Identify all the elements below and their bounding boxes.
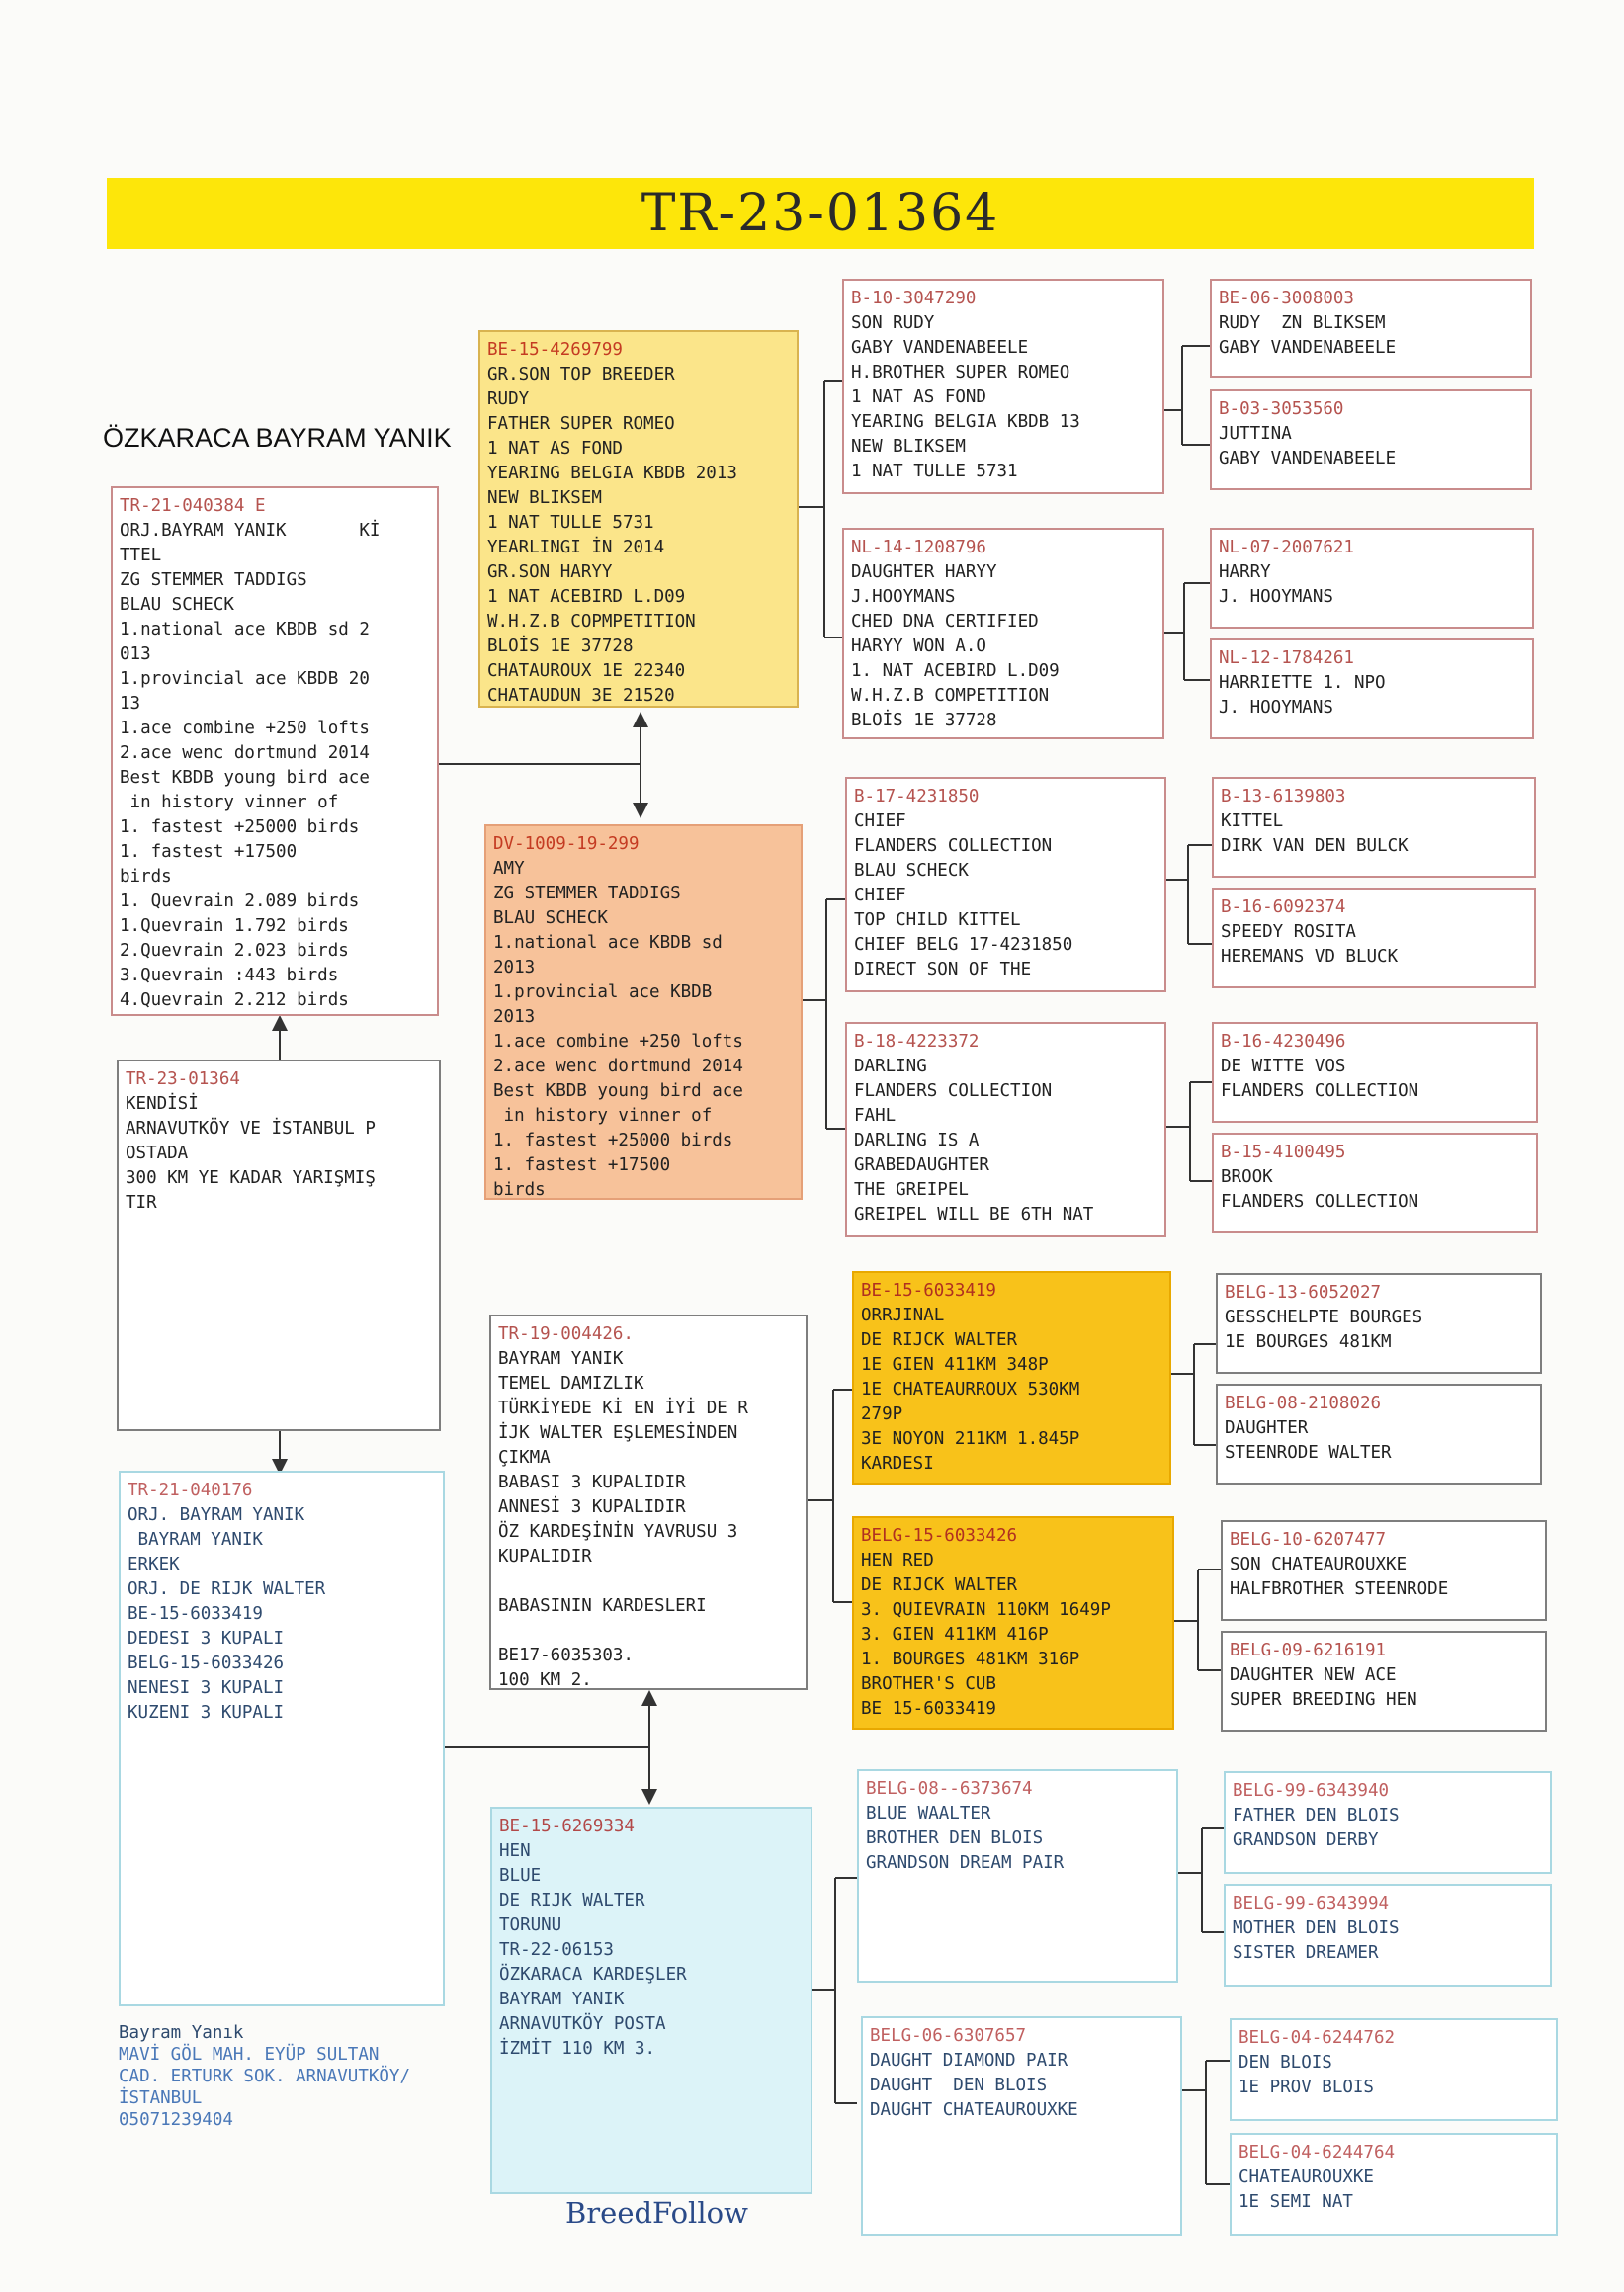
pedigree-line: FLANDERS COLLECTION: [1221, 1081, 1419, 1101]
ring-number: BELG-09-6216191: [1230, 1641, 1387, 1660]
pedigree-line: GABY VANDENABEELE: [1219, 449, 1397, 468]
pedigree-line: 1.ace combine +250 lofts: [493, 1032, 743, 1052]
pedigree-line: JUTTINA: [1219, 424, 1292, 444]
pedigree-line: 2013: [493, 958, 536, 977]
granddam-card-2: [845, 1022, 1166, 1237]
pedigree-line: J.HOOYMANS: [851, 587, 956, 607]
ring-number: TR-21-040384 E: [120, 496, 266, 516]
pedigree-line: MOTHER DEN BLOIS: [1233, 1918, 1400, 1938]
phone-number: 05071239404: [119, 2110, 233, 2130]
pedigree-line: DAUGHTER NEW ACE: [1230, 1665, 1397, 1685]
pedigree-line: SUPER BREEDING HEN: [1230, 1690, 1417, 1710]
pedigree-line: 1.ace combine +250 lofts: [120, 719, 370, 738]
ring-number: B-16-4230496: [1221, 1032, 1346, 1052]
great-grandparent-card-16: [1230, 2133, 1558, 2236]
pedigree-line: 1 NAT TULLE 5731: [487, 513, 654, 533]
brand-logo-text: BreedFollow: [565, 2196, 748, 2230]
pedigree-line: 1. fastest +17500: [493, 1155, 671, 1175]
pedigree-line: BE17-6035303.: [498, 1646, 634, 1665]
ring-number: BELG-08--6373674: [866, 1779, 1033, 1799]
pedigree-line: CHATEAUROUXKE: [1239, 2167, 1374, 2187]
pedigree-line: AMY: [493, 859, 525, 879]
pedigree-line: DE WITTE VOS: [1221, 1057, 1346, 1076]
granddam-card-3: [852, 1516, 1174, 1730]
great-grandparent-card-13: [1224, 1771, 1552, 1874]
pedigree-line: BLOİS 1E 37728: [487, 637, 634, 656]
maternal-sire-card: [489, 1315, 808, 1690]
pedigree-line: CHIEF: [854, 811, 906, 831]
ring-number: BELG-08-2108026: [1225, 1394, 1382, 1413]
pedigree-line: Best KBDB young bird ace: [120, 768, 370, 788]
pedigree-line: DARLING: [854, 1057, 927, 1076]
pedigree-line: ARNAVUTKÖY POSTA: [499, 2014, 666, 2034]
grandsire-card-2: [845, 777, 1166, 992]
pedigree-line: CHIEF: [854, 886, 906, 905]
pedigree-line: 1. BOURGES 481KM 316P: [861, 1650, 1080, 1669]
pedigree-line: ERKEK: [128, 1555, 180, 1574]
pedigree-line: KARDESI: [861, 1454, 934, 1474]
pedigree-line: GREIPEL WILL BE 6TH NAT: [854, 1205, 1094, 1225]
pedigree-line: W.H.Z.B COPMPETITION: [487, 612, 696, 632]
pedigree-line: DEDESI 3 KUPALI: [128, 1629, 285, 1649]
pedigree-line: İJK WALTER EŞLEMESİNDEN: [498, 1423, 738, 1443]
pedigree-line: BAYRAM YANIK: [498, 1349, 624, 1369]
pedigree-line: SISTER DREAMER: [1233, 1943, 1379, 1963]
ring-number: DV-1009-19-299: [493, 834, 640, 854]
pedigree-line: ZG STEMMER TADDIGS: [120, 570, 307, 590]
pedigree-line: 1 NAT AS FOND: [487, 439, 623, 459]
pedigree-line: 300 KM YE KADAR YARIŞMIŞ: [126, 1168, 376, 1188]
pedigree-line: KUPALIDIR: [498, 1547, 592, 1567]
grandsire-card-4: [857, 1769, 1178, 1983]
ring-number: BE-06-3008003: [1219, 289, 1354, 308]
pedigree-line: TTEL: [120, 546, 162, 565]
ring-number: BE-15-6269334: [499, 1817, 635, 1836]
pedigree-line: DE RIJCK WALTER: [861, 1575, 1018, 1595]
bird-mother-card: [119, 1471, 445, 2006]
pedigree-line: STEENRODE WALTER: [1225, 1443, 1392, 1463]
pedigree-line: 279P: [861, 1404, 903, 1424]
pedigree-line: [498, 1619, 799, 1644]
pedigree-line: TÜRKİYEDE Kİ EN İYİ DE R: [498, 1399, 748, 1418]
pedigree-line: BLOİS 1E 37728: [851, 711, 997, 730]
pedigree-line: FATHER SUPER ROMEO: [487, 414, 675, 434]
ring-number: B-15-4100495: [1221, 1143, 1346, 1162]
pedigree-line: ORJ. BAYRAM YANIK: [128, 1505, 305, 1525]
pedigree-line: TORUNU: [499, 1915, 562, 1935]
pedigree-line: BROOK: [1221, 1167, 1273, 1187]
pedigree-line: 3. QUIEVRAIN 110KM 1649P: [861, 1600, 1111, 1620]
ring-number: TR-23-01364: [126, 1069, 240, 1089]
pedigree-line: 1.Quevrain 1.792 birds: [120, 916, 349, 936]
pedigree-line: KENDİSİ: [126, 1094, 199, 1114]
pedigree-line: 1 NAT TULLE 5731: [851, 462, 1018, 481]
pedigree-line: 1E PROV BLOIS: [1239, 2078, 1374, 2097]
ring-number: BELG-10-6207477: [1230, 1530, 1387, 1550]
pedigree-line: 1. Quevrain 2.089 birds: [120, 891, 360, 911]
pedigree-line: RUDY ZN BLIKSEM: [1219, 313, 1386, 333]
pedigree-line: THE GREIPEL: [854, 1180, 969, 1200]
pedigree-line: TOP CHILD KITTEL: [854, 910, 1021, 930]
pedigree-line: birds: [493, 1180, 546, 1200]
pedigree-line: GR.SON HARYY: [487, 562, 613, 582]
pedigree-line: H.BROTHER SUPER ROMEO: [851, 363, 1070, 382]
pedigree-line: BLAU SCHECK: [854, 861, 969, 881]
page-title: TR-23-01364: [641, 184, 1000, 243]
pedigree-line: [498, 1570, 799, 1594]
ring-number: B-16-6092374: [1221, 897, 1346, 917]
pedigree-line: FLANDERS COLLECTION: [1221, 1192, 1419, 1212]
pedigree-line: DAUGHTER HARYY: [851, 562, 997, 582]
pedigree-line: BROTHER DEN BLOIS: [866, 1828, 1044, 1848]
pedigree-line: DIRK VAN DEN BULCK: [1221, 836, 1409, 856]
great-grandparent-card-1: [1210, 279, 1532, 378]
ring-number: BELG-99-6343994: [1233, 1894, 1390, 1913]
pedigree-line: 1 NAT ACEBIRD L.D09: [487, 587, 686, 607]
pedigree-line: BE-15-6033419: [128, 1604, 263, 1624]
great-grandparent-card-7: [1212, 1022, 1538, 1123]
pedigree-line: NEW BLIKSEM: [487, 488, 602, 508]
pedigree-line: CHIEF BELG 17-4231850: [854, 935, 1073, 955]
pedigree-line: DE RIJCK WALTER: [861, 1330, 1018, 1350]
pedigree-line: TEMEL DAMIZLIK: [498, 1374, 644, 1394]
pedigree-line: BE 15-6033419: [861, 1699, 996, 1719]
pedigree-line: SON CHATEAUROUXKE: [1230, 1555, 1408, 1574]
pedigree-line: 1 NAT AS FOND: [851, 387, 986, 407]
pedigree-line: BAYRAM YANIK: [128, 1530, 263, 1550]
ring-number: B-03-3053560: [1219, 399, 1344, 419]
pedigree-line: BROTHER'S CUB: [861, 1674, 996, 1694]
pedigree-line: HARYY WON A.O: [851, 637, 986, 656]
ring-number: NL-12-1784261: [1219, 648, 1354, 668]
pedigree-line: 3E NOYON 211KM 1.845P: [861, 1429, 1080, 1449]
pedigree-line: ORRJINAL: [861, 1306, 945, 1325]
pedigree-line: BELG-15-6033426: [128, 1654, 285, 1673]
breeder-name: ÖZKARACA BAYRAM YANIK: [103, 423, 452, 453]
pedigree-line: CHATAUROUX 1E 22340: [487, 661, 686, 681]
pedigree-line: GESSCHELPTE BOURGES: [1225, 1308, 1423, 1327]
ring-number: TR-21-040176: [128, 1481, 253, 1500]
great-grandparent-card-8: [1212, 1133, 1538, 1233]
pedigree-line: 1.provincial ace KBDB 20: [120, 669, 370, 689]
pedigree-line: 1.national ace KBDB sd 2: [120, 620, 370, 639]
pedigree-line: 1.provincial ace KBDB: [493, 982, 713, 1002]
ring-number: BE-15-4269799: [487, 340, 623, 360]
ring-number: BELG-04-6244764: [1239, 2143, 1396, 2163]
pedigree-line: ÖZ KARDEŞİNİN YAVRUSU 3: [498, 1522, 738, 1542]
ring-number: B-17-4231850: [854, 787, 980, 806]
pedigree-line: GABY VANDENABEELE: [851, 338, 1029, 358]
pedigree-line: birds: [120, 867, 172, 887]
great-grandparent-card-9: [1216, 1273, 1542, 1374]
pedigree-line: HEN: [499, 1841, 531, 1861]
pedigree-line: CHED DNA CERTIFIED: [851, 612, 1039, 632]
pedigree-line: HARRIETTE 1. NPO: [1219, 673, 1386, 693]
pedigree-line: GRABEDAUGHTER: [854, 1155, 989, 1175]
pedigree-line: ARNAVUTKÖY VE İSTANBUL P: [126, 1119, 376, 1139]
great-grandparent-card-4: [1210, 638, 1534, 739]
granddam-card-4: [861, 2016, 1182, 2236]
pedigree-line: BLAU SCHECK: [493, 908, 608, 928]
ring-number: BELG-99-6343940: [1233, 1781, 1390, 1801]
granddam-card-1: [842, 528, 1164, 739]
pedigree-line: HEREMANS VD BLUCK: [1221, 947, 1399, 967]
ring-number: B-18-4223372: [854, 1032, 980, 1052]
pedigree-line: in history vinner of: [493, 1106, 713, 1126]
pedigree-line: 1E BOURGES 481KM: [1225, 1332, 1392, 1352]
pedigree-line: GR.SON TOP BREEDER: [487, 365, 675, 384]
pedigree-line: 2013: [493, 1007, 536, 1027]
pedigree-line: 3. GIEN 411KM 416P: [861, 1625, 1049, 1645]
pedigree-line: İZMİT 110 KM 3.: [499, 2039, 656, 2059]
pedigree-line: BAYRAM YANIK: [499, 1990, 625, 2009]
pedigree-line: DIRECT SON OF THE: [854, 960, 1032, 979]
pedigree-line: DE RIJK WALTER: [499, 1891, 645, 1910]
pedigree-line: HEN RED: [861, 1551, 934, 1570]
ring-number: B-13-6139803: [1221, 787, 1346, 806]
address-line: MAVİ GÖL MAH. EYÜP SULTAN: [119, 2045, 380, 2065]
pedigree-line: NEW BLIKSEM: [851, 437, 966, 457]
pedigree-line: YEARING BELGIA KBDB 13: [851, 412, 1080, 432]
ring-number: TR-19-004426.: [498, 1324, 634, 1344]
maternal-dam-card: [490, 1807, 812, 2194]
owner-name: Bayram Yanık: [119, 2023, 244, 2043]
pedigree-line: 013: [120, 644, 151, 664]
pedigree-line: DAUGHT DEN BLOIS: [870, 2076, 1048, 2095]
pedigree-line: SON RUDY: [851, 313, 935, 333]
pedigree-line: GABY VANDENABEELE: [1219, 338, 1397, 358]
pedigree-line: 1E GIEN 411KM 348P: [861, 1355, 1049, 1375]
pedigree-line: Best KBDB young bird ace: [493, 1081, 743, 1101]
pedigree-line: 2.Quevrain 2.023 birds: [120, 941, 349, 961]
pedigree-line: 100 KM 2.: [498, 1670, 592, 1690]
pedigree-line: J. HOOYMANS: [1219, 698, 1333, 718]
pedigree-line: CHATAUDUN 3E 21520: [487, 686, 675, 706]
pedigree-line: ÇIKMA: [498, 1448, 551, 1468]
great-grandparent-card-11: [1221, 1520, 1547, 1621]
owner-address: [119, 2022, 410, 2131]
pedigree-line: TR-22-06153: [499, 1940, 614, 1960]
pedigree-line: HARRY: [1219, 562, 1271, 582]
pedigree-line: FLANDERS COLLECTION: [854, 1081, 1053, 1101]
ring-number: NL-14-1208796: [851, 538, 986, 557]
ring-number: BELG-15-6033426: [861, 1526, 1018, 1546]
pedigree-line: DAUGHT CHATEAUROUXKE: [870, 2100, 1078, 2120]
pedigree-line: 2.ace wenc dortmund 2014: [120, 743, 370, 763]
pedigree-line: DAUGHT DIAMOND PAIR: [870, 2051, 1068, 2071]
pedigree-line: ZG STEMMER TADDIGS: [493, 884, 681, 903]
pedigree-line: BLUE WAALTER: [866, 1804, 991, 1824]
address-line: İSTANBUL: [119, 2088, 203, 2108]
pedigree-line: in history vinner of: [120, 793, 339, 812]
great-grandparent-card-3: [1210, 528, 1534, 629]
ring-number: BELG-06-6307657: [870, 2026, 1027, 2046]
great-grandparent-card-5: [1212, 777, 1536, 878]
pedigree-line: BLUE: [499, 1866, 542, 1886]
pedigree-line: 1. fastest +25000 birds: [493, 1131, 733, 1150]
ring-number: BE-15-6033419: [861, 1281, 996, 1301]
pedigree-line: 2.ace wenc dortmund 2014: [493, 1057, 743, 1076]
pedigree-line: GRANDSON DERBY: [1233, 1830, 1379, 1850]
pedigree-line: FLANDERS COLLECTION: [854, 836, 1053, 856]
pedigree-line: 1.national ace KBDB sd: [493, 933, 723, 953]
pedigree-line: ÖZKARACA KARDEŞLER: [499, 1965, 687, 1985]
pedigree-line: 1. fastest +25000 birds: [120, 817, 360, 837]
ring-number: BELG-04-6244762: [1239, 2028, 1396, 2048]
pedigree-line: GRANDSON DREAM PAIR: [866, 1853, 1065, 1873]
ring-number: NL-07-2007621: [1219, 538, 1354, 557]
sire-card: [478, 330, 799, 708]
pedigree-line: FAHL: [854, 1106, 897, 1126]
pedigree-line: YEARING BELGIA KBDB 2013: [487, 464, 737, 483]
pedigree-line: DAUGHTER: [1225, 1418, 1309, 1438]
pedigree-line: YEARLINGI İN 2014: [487, 538, 665, 557]
great-grandparent-card-14: [1224, 1884, 1552, 1987]
pedigree-line: 1. NAT ACEBIRD L.D09: [851, 661, 1060, 681]
great-grandparent-card-2: [1210, 389, 1532, 490]
pedigree-line: J. HOOYMANS: [1219, 587, 1333, 607]
great-grandparent-card-15: [1230, 2018, 1558, 2121]
pedigree-line: 3.Quevrain :443 birds: [120, 966, 339, 985]
pedigree-line: NENESI 3 KUPALI: [128, 1678, 285, 1698]
great-grandparent-card-6: [1212, 888, 1536, 988]
bird-father-card: [111, 486, 439, 1016]
pedigree-line: HALFBROTHER STEENRODE: [1230, 1579, 1449, 1599]
pedigree-line: RUDY: [487, 389, 530, 409]
ring-number: B-10-3047290: [851, 289, 977, 308]
pedigree-line: FATHER DEN BLOIS: [1233, 1806, 1400, 1825]
pedigree-line: BABASININ KARDESLERI: [498, 1596, 707, 1616]
pedigree-line: 13: [120, 694, 141, 714]
pedigree-line: TIR: [126, 1193, 157, 1213]
bird-self-card: [117, 1060, 441, 1431]
great-grandparent-card-10: [1216, 1384, 1542, 1485]
pedigree-line: KUZENI 3 KUPALI: [128, 1703, 285, 1723]
pedigree-line: DEN BLOIS: [1239, 2053, 1332, 2073]
great-grandparent-card-12: [1221, 1631, 1547, 1732]
pedigree-line: KITTEL: [1221, 811, 1284, 831]
ring-number: BELG-13-6052027: [1225, 1283, 1382, 1303]
pedigree-line: 1E SEMI NAT: [1239, 2192, 1353, 2212]
pedigree-line: SPEEDY ROSITA: [1221, 922, 1356, 942]
pedigree-line: W.H.Z.B COMPETITION: [851, 686, 1050, 706]
pedigree-line: DARLING IS A: [854, 1131, 980, 1150]
dam-card: [484, 824, 803, 1200]
pedigree-line: 4.Quevrain 2.212 birds: [120, 990, 349, 1010]
pedigree-line: ANNESİ 3 KUPALIDIR: [498, 1497, 686, 1517]
pedigree-line: ORJ.BAYRAM YANIK Kİ: [120, 521, 381, 541]
pedigree-line: 1. fastest +17500: [120, 842, 298, 862]
pedigree-line: BABASI 3 KUPALIDIR: [498, 1473, 686, 1492]
pedigree-line: 1E CHATEAURROUX 530KM: [861, 1380, 1080, 1400]
title-banner: [107, 178, 1534, 249]
pedigree-line: OSTADA: [126, 1144, 189, 1163]
grandsire-card-1: [842, 279, 1164, 494]
pedigree-line: ORJ. DE RIJK WALTER: [128, 1579, 326, 1599]
grandsire-card-3: [852, 1271, 1171, 1485]
pedigree-line: BLAU SCHECK: [120, 595, 234, 615]
address-line: CAD. ERTURK SOK. ARNAVUTKÖY/: [119, 2067, 411, 2086]
